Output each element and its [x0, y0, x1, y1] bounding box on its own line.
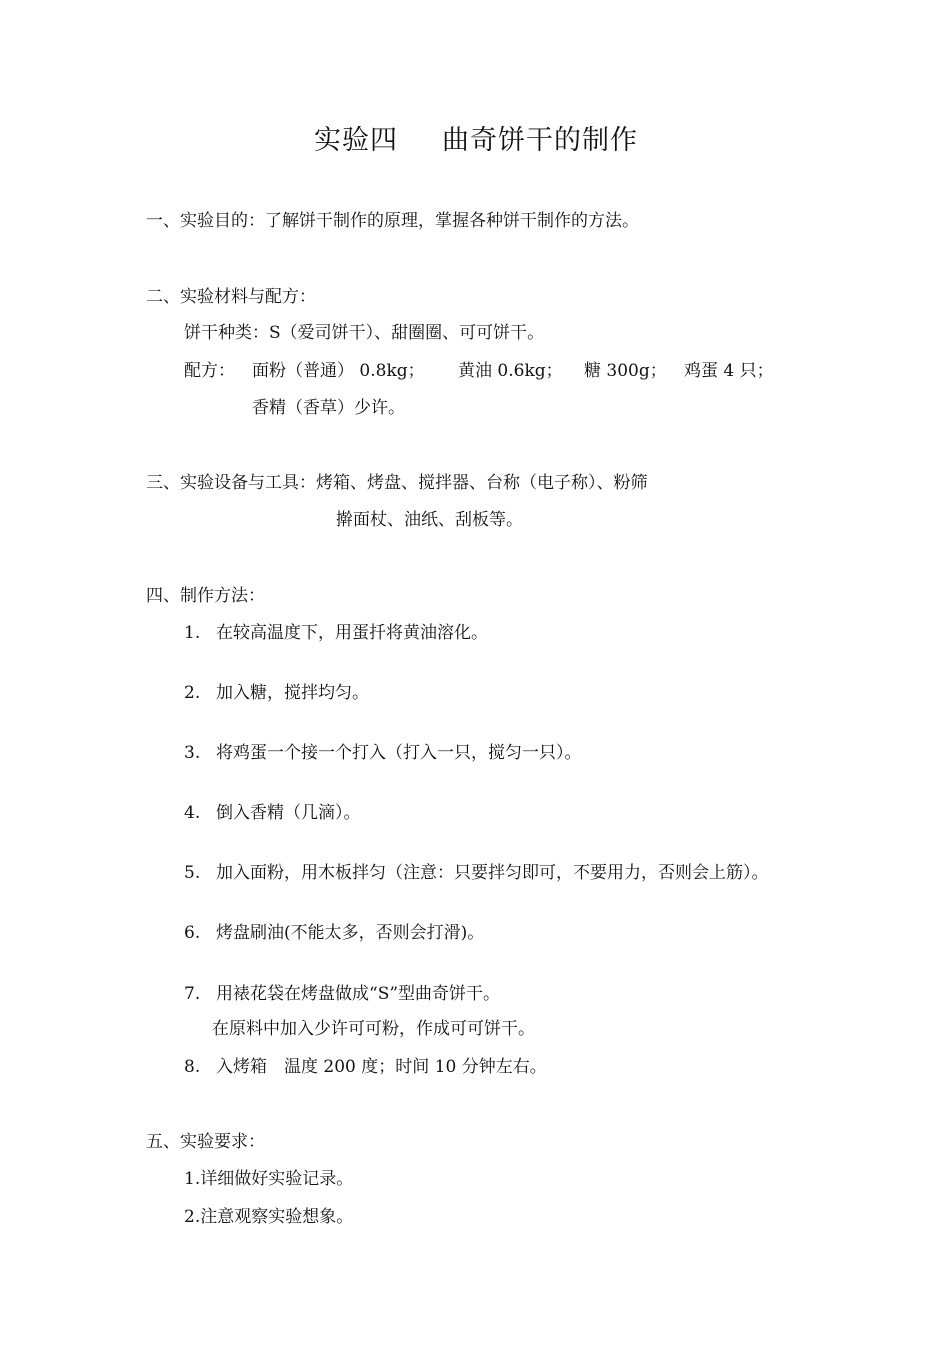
step-3	[184, 742, 582, 764]
step-number: 2.	[184, 683, 201, 703]
requirement-1: 1.详细做好实验记录。	[184, 1169, 354, 1189]
step-number: 5.	[184, 863, 201, 883]
section1-purpose: 一、实验目的：了解饼干制作的原理，掌握各种饼干制作的方法。	[146, 211, 639, 231]
step-number: 3.	[184, 743, 201, 763]
step-text: 在较高温度下，用蛋扦将黄油溶化。	[216, 623, 488, 643]
section2-heading: 二、实验材料与配方：	[146, 287, 316, 307]
section3-equipment-cont: 擀面杖、油纸、刮板等。	[336, 510, 523, 530]
step-8	[184, 1056, 547, 1078]
requirement-2: 2.注意观察实验想象。	[184, 1207, 354, 1227]
step-1	[184, 622, 488, 644]
step-number: 1.	[184, 623, 201, 643]
formula-item-flour: 面粉（普通） 0.8kg；	[252, 361, 425, 381]
step-6	[184, 922, 484, 944]
title-part1: 实验四	[314, 125, 398, 156]
step-number: 6.	[184, 923, 201, 943]
formula-item-butter: 黄油 0.6kg；	[458, 361, 563, 381]
step-4	[184, 802, 361, 824]
biscuit-types: 饼干种类：S（爱司饼干）、甜圈圈、可可饼干。	[184, 323, 545, 343]
formula-label: 配方：	[184, 361, 235, 381]
step-text: 烤盘刷油(不能太多，否则会打滑)。	[216, 923, 485, 943]
step-number: 8.	[184, 1057, 201, 1077]
section3-equipment: 三、实验设备与工具：烤箱、烤盘、搅拌器、台称（电子称）、粉筛	[146, 473, 648, 493]
step-number: 4.	[184, 803, 201, 823]
step-text: 加入面粉，用木板拌匀（注意：只要拌匀即可，不要用力，否则会上筋）。	[216, 863, 769, 883]
formula-extra: 香精（香草）少许。	[252, 398, 405, 418]
formula-item-eggs: 鸡蛋 4 只；	[684, 361, 774, 381]
page-title	[0, 118, 952, 157]
step-text: 用裱花袋在烤盘做成“S”型曲奇饼干。	[216, 984, 501, 1004]
formula-item-sugar: 糖 300g；	[584, 361, 667, 381]
step-number: 7.	[184, 984, 201, 1004]
step-7-extra: 在原料中加入少许可可粉，作成可可饼干。	[212, 1019, 535, 1039]
step-text: 将鸡蛋一个接一个打入（打入一只，搅匀一只）。	[216, 743, 582, 763]
step-5	[184, 862, 769, 884]
formula-line	[184, 360, 774, 382]
section5-heading: 五、实验要求：	[146, 1132, 265, 1152]
title-part2: 曲奇饼干的制作	[442, 125, 638, 156]
step-7	[184, 983, 500, 1005]
section4-heading: 四、制作方法：	[146, 586, 265, 606]
step-text: 加入糖，搅拌均匀。	[216, 683, 369, 703]
step-2	[184, 682, 369, 704]
step-text: 倒入香精（几滴）。	[216, 803, 361, 823]
step-text: 入烤箱 温度 200 度；时间 10 分钟左右。	[216, 1057, 547, 1077]
